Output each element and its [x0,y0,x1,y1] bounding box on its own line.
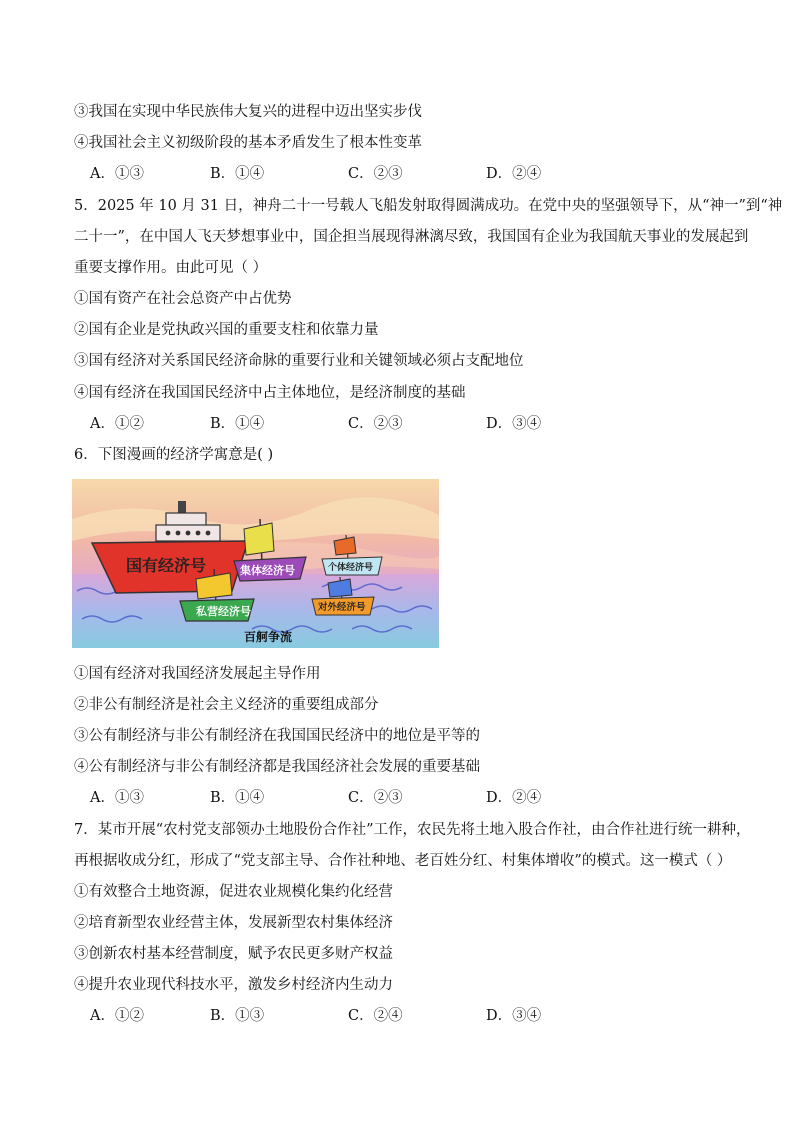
ship-label-state: 国有经济号 [126,556,207,575]
q7-item-4: ④提升农业现代科技水平，激发乡村经济内生动力 [74,977,393,993]
q5-stem-line-2: 二十一”，在中国人飞天梦想事业中，国企担当展现得淋漓尽致，我国国有企业为我国航天事业的发展起到 [74,229,749,245]
q5-option-d[interactable]: D．③④ [486,416,542,432]
q7-option-b[interactable]: B．①③ [210,1008,265,1024]
ship-label-collective: 集体经济号 [240,564,295,577]
q5-stem-line-3: 重要支撑作用。由此可见（ ） [74,260,268,276]
q4-option-c[interactable]: C．②③ [348,166,403,182]
q4-option-a[interactable]: A．①③ [90,166,144,182]
q4-option-b[interactable]: B．①④ [210,166,265,182]
q7-option-d[interactable]: D．③④ [486,1008,542,1024]
q5-option-c[interactable]: C．②③ [348,416,403,432]
cartoon-caption: 百舸争流 [244,630,293,644]
q4-item-3: ③我国在实现中华民族伟大复兴的进程中迈出坚实步伐 [74,104,422,120]
q6-option-d[interactable]: D．②④ [486,790,542,806]
q4-option-d[interactable]: D．②④ [486,166,542,182]
q6-item-1: ①国有经济对我国经济发展起主导作用 [74,666,321,682]
q5-item-1: ①国有资产在社会总资产中占优势 [74,291,292,307]
q6-option-a[interactable]: A．①③ [90,790,144,806]
q7-option-a[interactable]: A．①② [90,1008,144,1024]
q5-item-3: ③国有经济对关系国民经济命脉的重要行业和关键领域必须占支配地位 [74,353,524,369]
q6-item-4: ④公有制经济与非公有制经济都是我国经济社会发展的重要基础 [74,759,480,775]
q7-item-3: ③创新农村基本经营制度，赋予农民更多财产权益 [74,946,393,962]
ship-label-private: 私营经济号 [196,605,251,618]
q5-stem-line-1: 5．2025 年 10 月 31 日，神舟二十一号载人飞船发射取得圆满成功。在党中央的坚强领导下，从“神一”到“神 [74,198,783,214]
q4-item-4: ④我国社会主义初级阶段的基本矛盾发生了根本性变革 [74,135,422,151]
q6-stem: 6．下图漫画的经济学寓意是( ) [74,447,274,463]
ship-label-foreign: 对外经济号 [318,602,366,613]
cartoon-image [72,479,439,648]
q6-option-c[interactable]: C．②③ [348,790,403,806]
q7-item-1: ①有效整合土地资源，促进农业规模化集约化经营 [74,884,393,900]
q5-item-4: ④国有经济在我国国民经济中占主体地位，是经济制度的基础 [74,385,466,401]
q6-option-b[interactable]: B．①④ [210,790,265,806]
q6-item-2: ②非公有制经济是社会主义经济的重要组成部分 [74,697,379,713]
q5-option-a[interactable]: A．①② [90,416,144,432]
q5-item-2: ②国有企业是党执政兴国的重要支柱和依靠力量 [74,322,379,338]
q6-item-3: ③公有制经济与非公有制经济在我国国民经济中的地位是平等的 [74,728,480,744]
q5-option-b[interactable]: B．①④ [210,416,265,432]
q7-item-2: ②培育新型农业经营主体，发展新型农村集体经济 [74,915,393,931]
q7-option-c[interactable]: C．②④ [348,1008,403,1024]
ship-label-individual: 个体经济号 [328,563,374,573]
q7-stem-line-2: 再根据收成分红，形成了“党支部主导、合作社种地、老百姓分红、村集体增收”的模式。这一模式（ ） [74,853,732,869]
q7-stem-line-1: 7．某市开展“农村党支部领办土地股份合作社”工作，农民先将土地入股合作社，由合作社进行统一耕种， [74,822,751,838]
